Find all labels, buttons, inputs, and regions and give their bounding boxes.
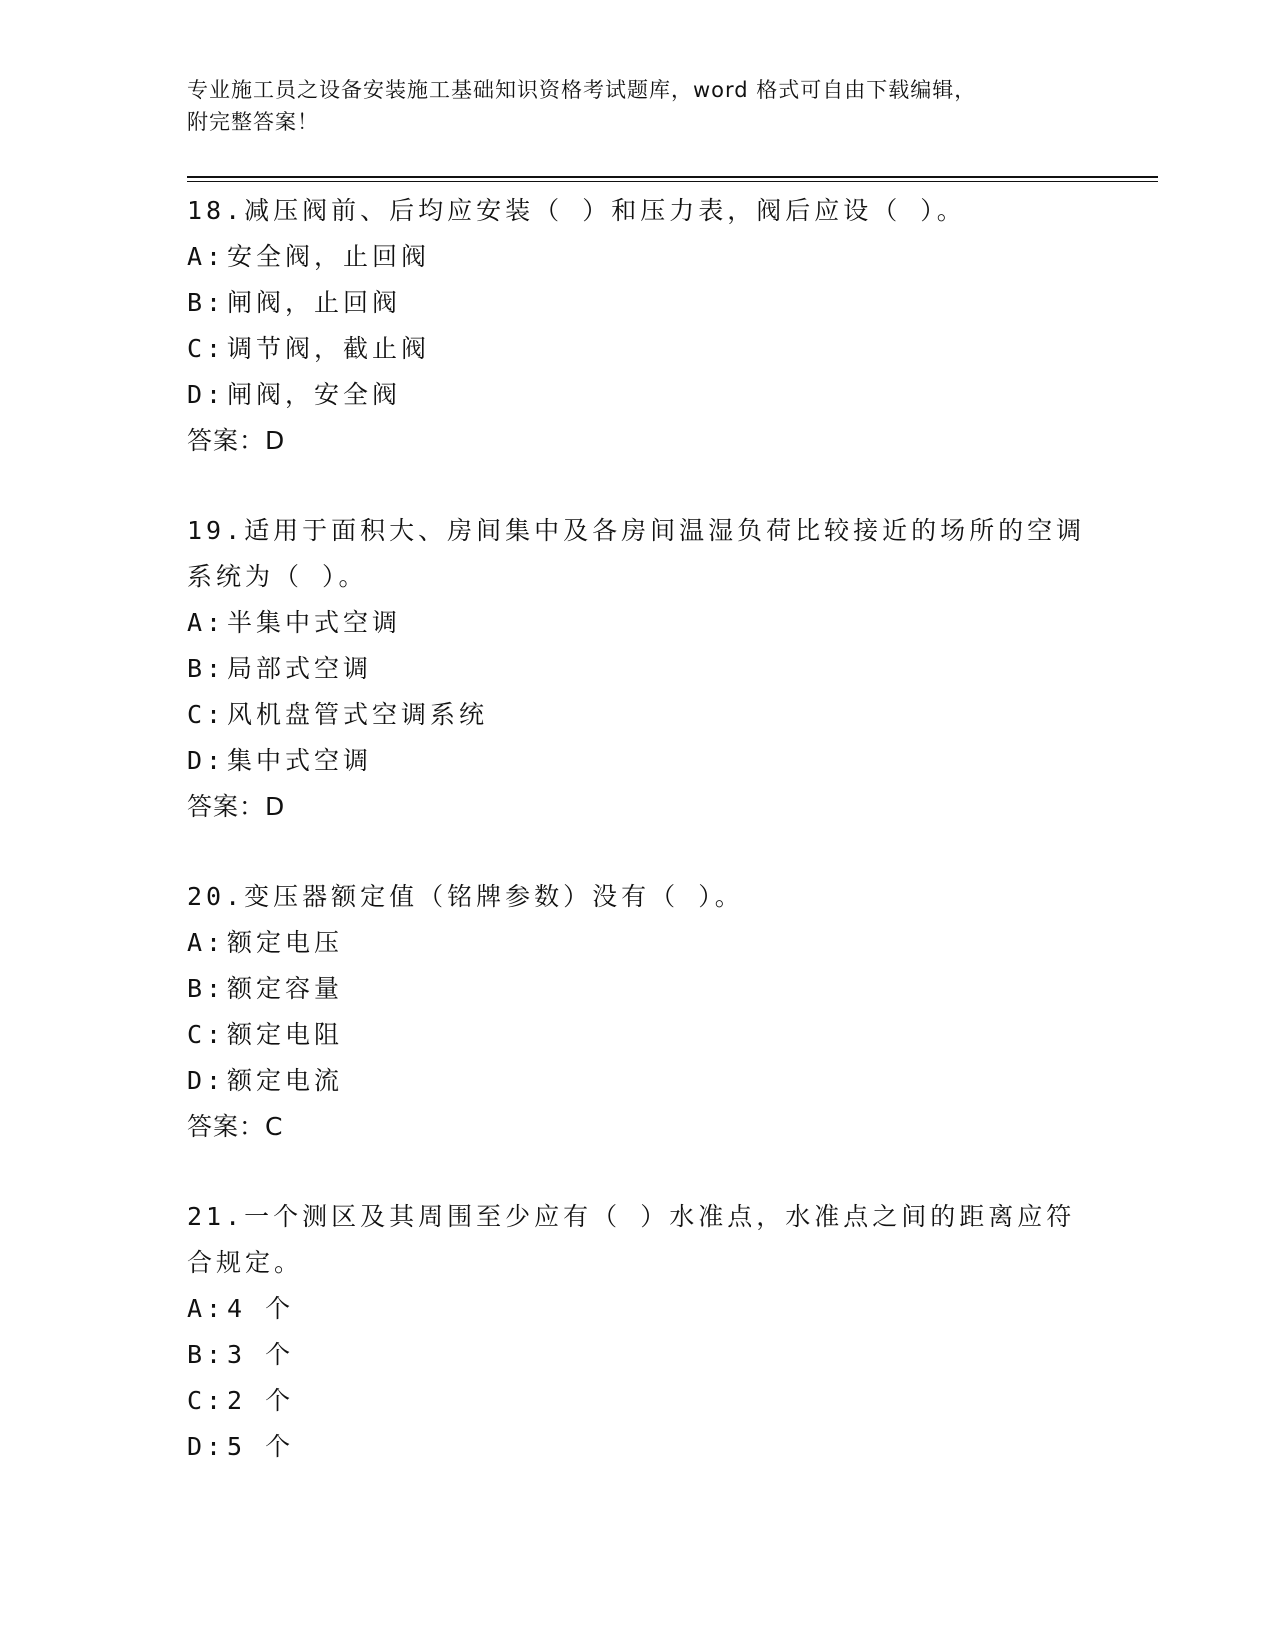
answer-line: 答案：D: [187, 792, 286, 821]
option-label: A:: [187, 928, 226, 957]
option-text: 集中式空调: [227, 746, 373, 775]
option-d: [187, 1058, 1147, 1104]
option-label: B:: [187, 288, 226, 317]
option-d: [187, 1424, 1147, 1470]
question-stem-line: 19.适用于面积大、房间集中及各房间温湿负荷比较接近的场所的空调: [187, 516, 1086, 545]
option-c: [187, 692, 1147, 738]
option-c: [187, 1378, 1147, 1424]
option-text: 额定电阻: [227, 1020, 344, 1049]
option-label: D:: [187, 380, 226, 409]
option-a: [187, 920, 1147, 966]
option-b: [187, 646, 1147, 692]
option-label: C:: [187, 334, 226, 363]
question-18: [187, 188, 1147, 464]
question-stem-line: 系统为（ ）。: [187, 562, 368, 591]
option-label: B:: [187, 1340, 226, 1369]
option-label: C:: [187, 700, 226, 729]
option-c: [187, 326, 1147, 372]
option-text: 4 个: [227, 1294, 295, 1323]
option-text: 局部式空调: [227, 654, 373, 683]
option-text: 额定电压: [227, 928, 344, 957]
question-21: [187, 1194, 1147, 1470]
option-d: [187, 372, 1147, 418]
question-19: [187, 508, 1147, 830]
option-label: B:: [187, 654, 226, 683]
option-label: C:: [187, 1020, 226, 1049]
option-label: C:: [187, 1386, 226, 1415]
header-divider: [187, 176, 1158, 182]
option-label: D:: [187, 1066, 226, 1095]
document-header: [187, 74, 1087, 138]
answer-line: 答案：C: [187, 1112, 284, 1141]
question-stem: [187, 874, 1147, 920]
question-stem: [187, 1194, 1147, 1286]
option-label: A:: [187, 1294, 226, 1323]
option-text: 调节阀，截止阀: [227, 334, 431, 363]
question-stem-line: 合规定。: [187, 1248, 304, 1277]
option-text: 闸阀，安全阀: [227, 380, 402, 409]
option-label: A:: [187, 608, 226, 637]
option-label: B:: [187, 974, 226, 1003]
option-a: [187, 234, 1147, 280]
question-20: [187, 874, 1147, 1150]
option-a: [187, 1286, 1147, 1332]
question-stem-line: 21.一个测区及其周围至少应有（ ）水准点，水准点之间的距离应符: [187, 1202, 1076, 1231]
option-text: 安全阀，止回阀: [227, 242, 431, 271]
header-line-2: 附完整答案！: [187, 110, 319, 134]
option-b: [187, 966, 1147, 1012]
header-line-1: 专业施工员之设备安装施工基础知识资格考试题库，word 格式可自由下载编辑，: [187, 78, 977, 102]
option-label: A:: [187, 242, 226, 271]
option-c: [187, 1012, 1147, 1058]
option-label: D:: [187, 746, 226, 775]
option-text: 2 个: [227, 1386, 295, 1415]
option-text: 额定电流: [227, 1066, 344, 1095]
question-stem: [187, 508, 1147, 600]
option-b: [187, 280, 1147, 326]
question-stem: [187, 188, 1147, 234]
option-text: 闸阀，止回阀: [227, 288, 402, 317]
option-a: [187, 600, 1147, 646]
question-list: [187, 188, 1147, 1514]
option-text: 风机盘管式空调系统: [227, 700, 489, 729]
answer-line: 答案：D: [187, 426, 286, 455]
option-text: 5 个: [227, 1432, 295, 1461]
option-text: 额定容量: [227, 974, 344, 1003]
option-b: [187, 1332, 1147, 1378]
option-text: 3 个: [227, 1340, 295, 1369]
question-stem-line: 18.减压阀前、后均应安装（ ）和压力表，阀后应设（ ）。: [187, 196, 966, 225]
question-stem-line: 20.变压器额定值（铭牌参数）没有（ ）。: [187, 882, 744, 911]
option-text: 半集中式空调: [227, 608, 402, 637]
option-label: D:: [187, 1432, 226, 1461]
option-d: [187, 738, 1147, 784]
